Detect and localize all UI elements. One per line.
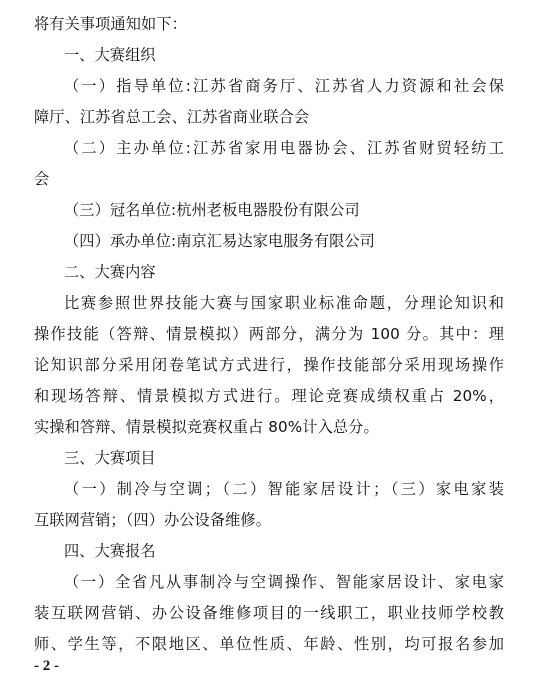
- content-para-line-4: 和现场答辩、情景模拟方式进行。理论竞赛成绩权重占 20%，: [34, 387, 504, 405]
- host-units-line-1: （二）主办单位:江苏省家用电器协会、江苏省财贸轻纺工: [64, 139, 504, 157]
- title-sponsor-line: （三）冠名单位:杭州老板电器股份有限公司: [64, 201, 360, 219]
- intro-line: 将有关事项通知如下：: [34, 15, 187, 33]
- content-para-line-5: 实操和答辩、情景模拟竞赛权重占 80%计入总分。: [34, 418, 379, 436]
- guiding-units-line-2: 障厅、江苏省总工会、江苏省商业联合会: [34, 108, 310, 126]
- heading-projects: 三、大赛项目: [64, 449, 156, 467]
- content-para-line-1: 比赛参照世界技能大赛与国家职业标准命题，分理论知识和: [64, 294, 504, 312]
- registration-line-1: （一）全省凡从事制冷与空调操作、智能家居设计、家电家: [64, 573, 504, 591]
- registration-line-3: 师、学生等，不限地区、单位性质、年龄、性别，均可报名参加: [34, 635, 504, 653]
- heading-content: 二、大赛内容: [64, 263, 156, 281]
- organizer-line: （四）承办单位:南京汇易达家电服务有限公司: [64, 232, 375, 250]
- heading-registration: 四、大赛报名: [64, 542, 156, 560]
- registration-line-2: 装互联网营销、办公设备维修项目的一线职工，职业技师学校教: [34, 604, 504, 622]
- host-units-line-2: 会: [34, 170, 50, 188]
- content-para-line-2: 操作技能（答辩、情景模拟）两部分，满分为 100 分。其中：理: [34, 325, 504, 343]
- heading-organization: 一、大赛组织: [64, 46, 156, 64]
- projects-line-1: （一）制冷与空调；（二）智能家居设计；（三）家电家装: [64, 480, 504, 498]
- guiding-units-line-1: （一）指导单位:江苏省商务厅、江苏省人力资源和社会保: [64, 77, 504, 95]
- content-para-line-3: 论知识部分采用闭卷笔试方式进行，操作技能部分采用现场操作: [34, 356, 504, 374]
- page-number: - 2 -: [34, 658, 59, 674]
- projects-line-2: 互联网营销；（四）办公设备维修。: [34, 511, 271, 529]
